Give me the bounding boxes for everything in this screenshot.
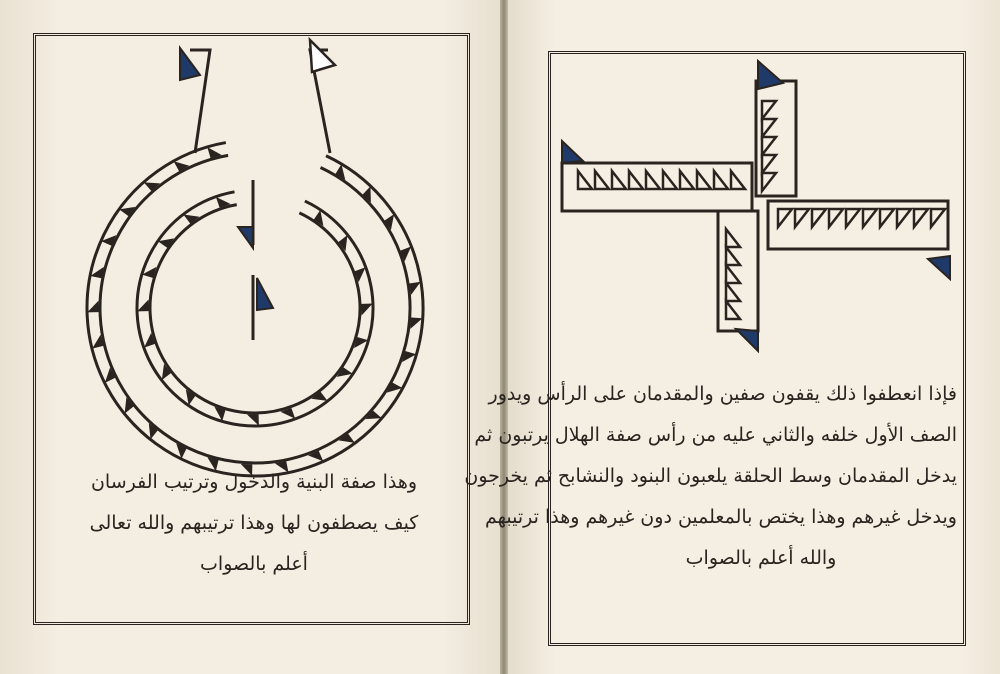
horseman-flag-icon bbox=[714, 171, 728, 189]
banner-flag-icon bbox=[736, 329, 758, 351]
horseman-flag-icon bbox=[646, 171, 660, 189]
horseman-flag-icon bbox=[931, 209, 945, 227]
banner-flag-icon bbox=[928, 256, 950, 279]
horseman-flag-icon bbox=[812, 209, 826, 227]
text-line: والله أعلم بالصواب bbox=[685, 547, 837, 569]
horseman-flag-icon bbox=[880, 209, 894, 227]
center-flag-icon bbox=[238, 227, 253, 248]
cross-formation-diagram bbox=[548, 51, 966, 381]
horseman-flag-icon bbox=[762, 155, 776, 173]
horseman-flag-icon bbox=[612, 171, 626, 189]
horseman-flag-icon bbox=[595, 171, 609, 189]
circular-formation-diagram bbox=[60, 30, 460, 460]
text-line: فإذا انعطفوا ذلك يقفون صفين والمقدمان على الرأس ويدور bbox=[488, 383, 957, 405]
left-page-text bbox=[60, 462, 448, 585]
horseman-flag-icon bbox=[897, 209, 911, 227]
horseman-flag-icon bbox=[629, 171, 643, 189]
horseman-flag-icon bbox=[663, 171, 677, 189]
horseman-flag-icon bbox=[726, 247, 740, 265]
horseman-flag-icon bbox=[410, 283, 419, 293]
horseman-flag-icon bbox=[355, 338, 366, 347]
horseman-flag-icon bbox=[863, 209, 877, 227]
center-flag-icon bbox=[257, 278, 273, 310]
horseman-flag-icon bbox=[144, 268, 155, 277]
banner-flag-icon bbox=[758, 61, 783, 89]
horseman-flag-icon bbox=[726, 301, 740, 319]
horseman-flag-icon bbox=[216, 408, 225, 419]
book-gutter bbox=[500, 0, 508, 674]
text-line: ويدخل غيرهم وهذا يختص بالمعلمين دون غيرهم وهذا ترتيبهم bbox=[485, 506, 957, 528]
horseman-flag-icon bbox=[697, 171, 711, 189]
horseman-flag-icon bbox=[94, 337, 103, 348]
horseman-flag-icon bbox=[762, 137, 776, 155]
text-line: يدخل المقدمان وسط الحلقة يلعبون البنود والنشابح ثم يخرجون bbox=[464, 465, 957, 487]
formation-ring bbox=[137, 192, 373, 426]
horseman-flag-icon bbox=[726, 283, 740, 301]
horseman-flag-icon bbox=[362, 304, 371, 313]
horseman-flag-icon bbox=[403, 352, 414, 361]
horseman-flag-icon bbox=[726, 229, 740, 247]
horseman-flag-icon bbox=[411, 318, 421, 327]
horseman-flag-icon bbox=[139, 301, 148, 310]
horseman-flag-icon bbox=[846, 209, 860, 227]
horseman-flag-icon bbox=[914, 209, 928, 227]
horseman-flag-icon bbox=[829, 209, 843, 227]
banner-flag-icon bbox=[562, 141, 583, 163]
text-line: أعلم بالصواب bbox=[200, 553, 308, 575]
banner-flag-icon bbox=[310, 40, 335, 72]
formation-arm bbox=[718, 211, 758, 331]
right-page-text bbox=[464, 374, 957, 579]
horseman-flag-icon bbox=[92, 269, 103, 278]
horseman-flag-icon bbox=[731, 171, 745, 189]
horseman-flag-icon bbox=[762, 119, 776, 137]
horseman-flag-icon bbox=[578, 171, 592, 189]
horseman-flag-icon bbox=[762, 101, 776, 119]
horseman-flag-icon bbox=[680, 171, 694, 189]
text-line: وهذا صفة البنية والدخول وترتيب الفرسان bbox=[90, 471, 418, 493]
horseman-flag-icon bbox=[778, 209, 792, 227]
horseman-flag-icon bbox=[762, 173, 776, 191]
horseman-flag-icon bbox=[795, 209, 809, 227]
horseman-flag-icon bbox=[726, 265, 740, 283]
horseman-flag-icon bbox=[249, 415, 258, 424]
text-line: الصف الأول خلفه والثاني عليه من رأس صفة الهلال يرتبون ثم bbox=[474, 424, 957, 446]
text-line: كيف يصطفون لها وهذا ترتيبهم والله تعالى bbox=[89, 512, 419, 534]
horseman-flag-icon bbox=[89, 302, 98, 311]
horseman-flag-icon bbox=[209, 149, 220, 158]
formation-ring bbox=[150, 205, 360, 413]
banner-flag-icon bbox=[180, 48, 200, 80]
